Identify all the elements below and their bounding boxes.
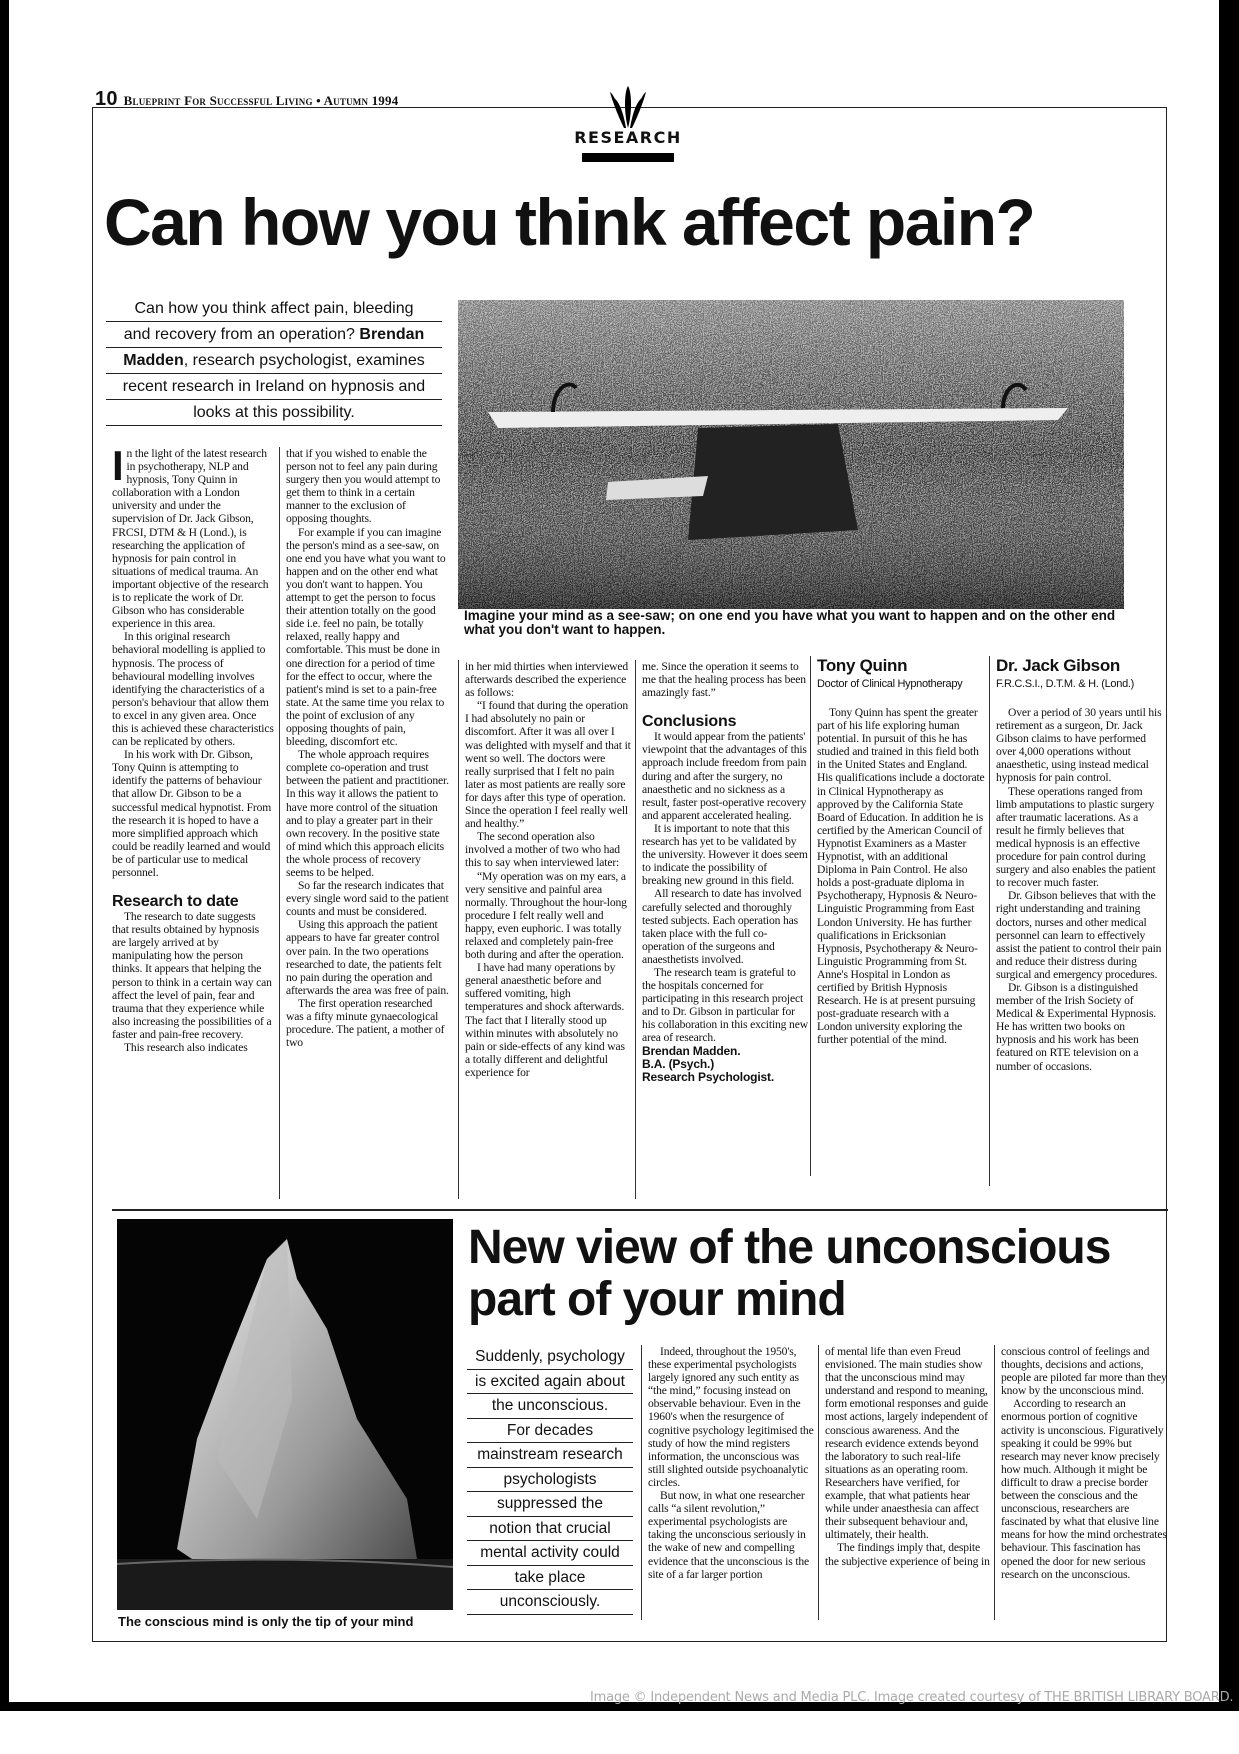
paragraph: The first operation researched was a fifty minute gynaecological procedure. The patient, a mother of two: [286, 996, 445, 1050]
paragraph: conscious control of feelings and thoughts, decisions and actions, people are piloted far more than they know by the unconscious mind.: [1001, 1345, 1167, 1398]
author-signoff: B.A. (Psych.): [642, 1056, 715, 1071]
paragraph: “I found that during the operation I had absolutely no pain or discomfort. After it was all over I was delighted with myself and that it went so well. The doctors were really surprised that I felt no pain later as most patients are really sore for days after this type of operation. Since the operation I feel really well and healthy.”: [465, 699, 631, 831]
bio-credentials: F.R.C.S.I., D.T.M. & H. (Lond.): [996, 678, 1135, 690]
paragraph: Over a period of 30 years until his retirement as a surgeon, Dr. Jack Gibson claims to have performed over 4,000 operations without anaesthetic, using instead medical hypnosis for pain control.: [996, 706, 1162, 785]
article-2-column-3: [994, 1345, 1167, 1620]
paragraph: that if you wished to enable the person not to feel any pain during surgery then you would attempt to get them to think in a certain manner to the exclusion of opposing thoughts.: [286, 447, 441, 526]
author-name: Madden: [123, 352, 184, 369]
bio-tony-quinn: [810, 656, 985, 1176]
paragraph: It is important to note that this research has yet to be validated by the university. However it does seem to indicate the possibility of breaking new ground in this field.: [642, 821, 808, 888]
paragraph: “My operation was on my ears, a very sensitive and painful area normally. Throughout the hour-long procedure I felt really well and happy, even euphoric. I was totally relaxed and completely pain-free both during and after the operation.: [465, 869, 627, 962]
standfirst-line: [106, 296, 442, 322]
paragraph: Dr. Gibson believes that with the right understanding and training doctors, nurses and other medical personnel can learn to effectively assist the patient to control their pain and reduce their distress during surgical and emergency procedures.: [996, 889, 1162, 981]
paragraph: According to research an enormous portion of cognitive activity is unconscious. Figuratively speaking it could be 99% but research may never know precisely how much. Although it might be difficult to draw a precise border between the conscious and the unconscious, researchers are fascinated by what that elusive line means for how the mind orchestrates behaviour. This fascination has opened the door for new serious research on the unconscious.: [1001, 1397, 1167, 1581]
standfirst-line: [106, 322, 442, 348]
pull-quote-line: psychologists: [467, 1468, 633, 1493]
see-saw-photo: [458, 300, 1124, 609]
paragraph: of mental life than even Freud envisioned. The main studies show that the unconscious mind may understand and respond to meaning, form emotional responses and guide most actions, largely independent of conscious awareness. And the research evidence extends beyond the laboratory to such real-life situations as an operating room. Researchers have verified, for example, that what patients hear while under anaesthesia can affect their subsequent behaviour and, ultimately, their health.: [825, 1345, 988, 1542]
author-signoff: Brendan Madden.: [642, 1043, 741, 1058]
paragraph: In this original research behavioral modelling is applied to hypnosis. The process of behavioural modelling involves identifying the characteristics of a person's behaviour that allow them to excel in any given area. Once this is achieved these characteristics can be replicated by others.: [112, 630, 274, 749]
paragraph: But now, in what one researcher calls “a silent revolution,” experimental psychologists are taking the unconscious seriously in the wake of new and compelling evidence that the unconscious is the site of a far larger portion: [648, 1489, 810, 1581]
author-signoff: Research Psychologist.: [642, 1069, 775, 1084]
pull-quote-line: For decades: [467, 1419, 633, 1444]
pull-quote-line: mainstream research: [467, 1443, 633, 1468]
article-2-headline: New view of the unconscious part of your mind: [468, 1221, 1111, 1326]
paragraph: [112, 447, 274, 630]
standfirst: [106, 296, 442, 426]
paragraph: Indeed, throughout the 1950's, these experimental psychologists largely ignored any such entity as “the mind,” focusing instead on observable behaviour. Even in the 1960's when the resurgence of cognitive psychology legitimised the study of how the mind registers information, the unconscious was still slighted outside psychoanalytic circles.: [648, 1345, 814, 1489]
section-bar: [582, 153, 674, 162]
article-column-3: [458, 660, 631, 1199]
pull-quote-line: mental activity could: [467, 1541, 633, 1566]
pull-quote-line: the unconscious.: [467, 1394, 633, 1419]
pull-quote-line: unconsciously.: [467, 1590, 633, 1615]
article-column-2: [279, 447, 449, 1199]
paragraph: Dr. Gibson is a distinguished member of the Irish Society of Medical & Experimental Hypnosis. He has written two books on hypnosis and his work has been featured on RTE television on a number of occasions.: [996, 980, 1157, 1073]
paragraph: The whole approach requires complete co-operation and trust between the patient and practitioner. In this way it allows the patient to have more control of the situation and to play a greater part in their own recovery. In the positive state of mind which this approach elicits the whole process of recovery seems to be helped.: [286, 748, 449, 879]
standfirst-line: [106, 400, 442, 426]
standfirst-text: and recovery from an operation?: [123, 326, 360, 343]
drop-cap: I: [112, 447, 124, 489]
pull-quote-line: Suddenly, psychology: [467, 1345, 633, 1370]
section-label: RESEARCH: [574, 128, 682, 147]
section-logo-icon: [604, 84, 652, 132]
paragraph: It would appear from the patients' viewpoint that the advantages of this approach include freedom from pain during and after the surgery, no anaesthetic and no sickness as a result, faster post-operative recovery and apparent accelerated healing.: [642, 730, 807, 822]
bio-name: Dr. Jack Gibson: [996, 656, 1120, 675]
paragraph: In his work with Dr. Gibson, Tony Quinn is attempting to identify the patterns of behaviour that allow Dr. Gibson to be a successful medical hypnotist. From the research it is hoped to have a more simplified approach which could be readily learned and would be of particular use to medical personnel.: [112, 748, 272, 879]
paragraph: in her mid thirties when interviewed afterwards described the experience as follows:: [465, 660, 628, 700]
article-2-column-2: [818, 1345, 993, 1620]
bio-jack-gibson: [989, 656, 1162, 1186]
pull-quote-line: notion that crucial: [467, 1517, 633, 1542]
paragraph-text: n the light of the latest research in psychotherapy, NLP and hypnosis, Tony Quinn in collaboration with a London university and under the supervision of Dr. Jack Gibson, FRCSI, DTM & H (Lond.), is researching the application of hypnosis for pain control in situations of medical trauma. An important objective of the research is to replicate the work of Dr. Gibson who has considerable experience in this area.: [112, 447, 269, 631]
paragraph: So far the research indicates that every single word said to the patient counts and must be considered.: [286, 879, 449, 919]
image-credit: Image © Independent News and Media PLC. Image created courtesy of THE BRITISH LIBRARY BOARD.: [590, 1690, 1234, 1705]
pull-quote-line: is excited again about: [467, 1370, 633, 1395]
paragraph: All research to date has involved carefully selected and thoroughly tested subjects. Each operation has taken place with the full co-operation of the surgeons and anaesthetists involved.: [642, 887, 802, 966]
iceberg-photo: [117, 1219, 453, 1610]
article-headline: Can how you think affect pain?: [104, 185, 1035, 259]
paragraph: Using this approach the patient appears to have far greater control over pain. In the two operations researched to date, the patients felt no pain during the operation and afterwards the area was free of pain.: [286, 918, 449, 997]
standfirst-text: looks at this possibility.: [193, 404, 355, 421]
paragraph: me. Since the operation it seems to me that the healing process has been amazingly fast.”: [642, 660, 806, 700]
paragraph: The second operation also involved a mother of two who had this to say when interviewed later:: [465, 830, 620, 870]
standfirst-line: [106, 348, 442, 374]
subheading: Research to date: [112, 893, 239, 911]
bio-credentials: Doctor of Clinical Hypnotherapy: [817, 678, 963, 690]
photo-caption: Imagine your mind as a see-saw; on one end you have what you want to happen and on the other end what you don't want to happen.: [464, 608, 1116, 637]
pull-quote-line: suppressed the: [467, 1492, 633, 1517]
scan-edge-left: [0, 0, 9, 1711]
running-header: [95, 88, 398, 111]
paragraph: I have had many operations by general anaesthetic before and suffered vomiting, high temperatures and shock afterwards. The fact that I literally stood up within minutes with absolutely no pain or side-effects of any kind was a totally different and delightful experience for: [465, 961, 625, 1079]
paragraph: This research also indicates: [124, 1041, 248, 1055]
paragraph: The research team is grateful to the hospitals concerned for participating in this research project and to Dr. Gibson in particular for his collaboration in this exciting new area of research.: [642, 965, 808, 1045]
standfirst-line: [106, 374, 442, 400]
paragraph: The findings imply that, despite the subjective experience of being in: [825, 1541, 990, 1568]
article-column-1: [112, 447, 274, 1199]
article-divider: [112, 1209, 1168, 1211]
paragraph: The research to date suggests that results obtained by hypnosis are largely arrived at by manipulating how the person thinks. It appears that helping the person to think in a certain way can affect the level of pain, fear and trauma that they experience while also increasing the possibilities of a faster and pain-free recovery.: [112, 910, 272, 1041]
pull-quote: [467, 1345, 633, 1615]
paragraph: These operations ranged from limb amputations to plastic surgery after traumatic lacerations. As a result he firmly believes that medical hypnosis is an effective procedure for pain control during surgery and also enables the patient to recover much faster.: [996, 784, 1156, 890]
standfirst-text: , research psychologist, examines: [183, 352, 425, 369]
pull-quote-line: take place: [467, 1566, 633, 1591]
paragraph: For example if you can imagine the person's mind as a see-saw, on one end you have what you want to happen and on the other end what you don't want to happen. You attempt to get the person to focus their attention totally on the good side i.e. feel no pain, be totally relaxed, really happy and comfortable. This must be done in one direction for a period of time for the effect to occur, where the patient's mind is set to a pain-free state. At the same time you relax to the point of exclusion of any opposing thoughts of pain, bleeding, discomfort etc.: [286, 525, 446, 749]
author-name: Brendan: [359, 326, 425, 343]
paragraph: Tony Quinn has spent the greater part of his life exploring human potential. In pursuit of this he has studied and trained in this field both in the United States and England. His qualifications include a doctorate in Clinical Hypnotherapy as approved by the California State Board of Education. In addition he is certified by the American Council of Hypnotist Examiners as a Master Hypnotist, with an additional Diploma in Pain Control. He also holds a post-graduate diploma in Psychotherapy, Hypnosis & Neuro-Linguistic Programming from East London University. He has further qualifications in Ericksonian Hypnosis, Psychotherapy & Neuro-Linguistic Programming from St. Anne's Hospital in London as certified by British Hypnosis Research. He is at present pursuing post-graduate research with a London university exploring the further potential of the mind.: [817, 706, 985, 1047]
subheading: Conclusions: [642, 713, 737, 731]
page-number: 10: [95, 88, 118, 110]
scan-edge-right: [1219, 0, 1239, 1711]
article-2-column-1: [641, 1345, 814, 1620]
bio-name: Tony Quinn: [817, 656, 908, 675]
iceberg-caption: The conscious mind is only the tip of your mind: [118, 1614, 414, 1629]
standfirst-text: recent research in Ireland on hypnosis and: [122, 378, 426, 395]
standfirst-text: Can how you think affect pain, bleeding: [134, 300, 414, 317]
article-column-4: [635, 660, 808, 1199]
publication-line: Blueprint For Successful Living • Autumn 1994: [123, 93, 399, 108]
